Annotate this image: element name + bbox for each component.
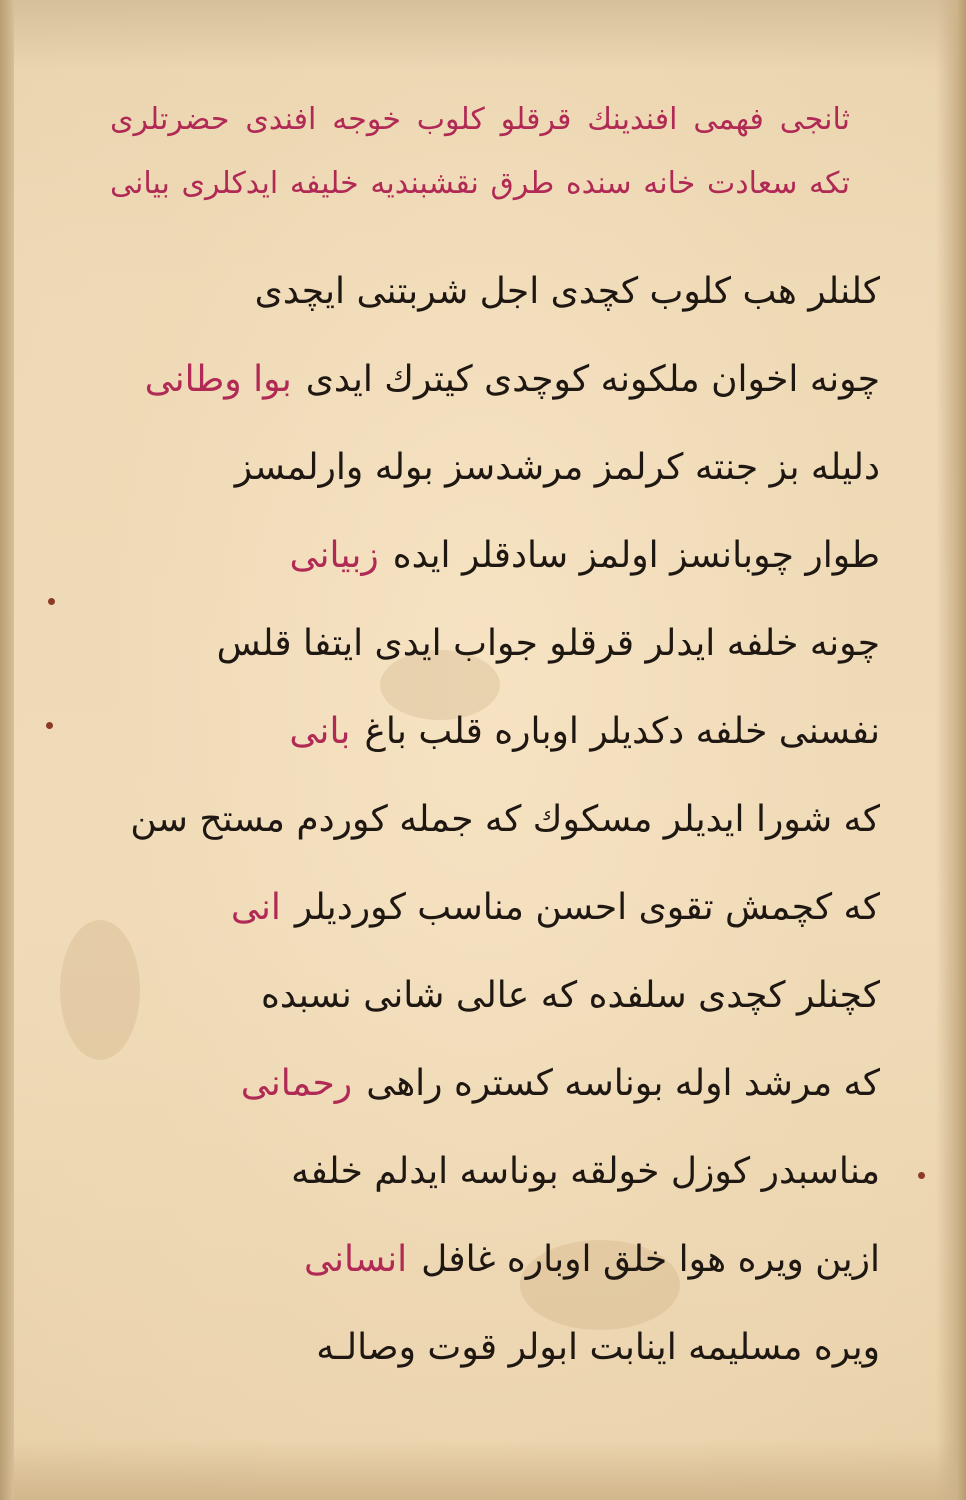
verse-line bbox=[110, 424, 880, 512]
verse-line bbox=[110, 248, 880, 336]
verse-block bbox=[110, 248, 880, 1392]
verse-rubric: بوا وطانی bbox=[144, 359, 292, 400]
verse-line bbox=[110, 336, 880, 424]
heading-line-2: تكه سعادت خانه سنده طرق نقشبندیه خلیفه ایدكلری بیانی bbox=[110, 166, 850, 201]
verse-text: طوار چوبانسز اولمز سادقلر ایده bbox=[392, 535, 880, 576]
verse-rubric: زبیانی bbox=[289, 535, 379, 576]
verse-text: دلیله بز جنته كرلمز مرشدسز بوله وارلمسز bbox=[234, 447, 880, 488]
page-edge-left bbox=[0, 0, 14, 1500]
page-edge-right bbox=[936, 0, 966, 1500]
verse-text: كه شورا ایدیلر مسكوك كه جمله كوردم مستح سن bbox=[130, 799, 880, 840]
verse-text: ازین ویره هوا خلق اوباره غافل bbox=[421, 1239, 880, 1280]
verse-text: كه كچمش تقوی احسن مناسب كوردیلر bbox=[294, 887, 880, 928]
verse-line bbox=[110, 600, 880, 688]
verse-rubric: رحمانی bbox=[240, 1063, 353, 1104]
verse-line bbox=[110, 512, 880, 600]
verse-line bbox=[110, 1216, 880, 1304]
verse-text: نفسنی خلفه دكدیلر اوباره قلب باغ bbox=[364, 711, 880, 752]
verse-line bbox=[110, 1128, 880, 1216]
verse-line bbox=[110, 952, 880, 1040]
verse-text: كلنلر هب كلوب كچدی اجل شربتنی ایچدی bbox=[254, 271, 880, 312]
heading-line-1: ثانجی فهمی افندینك قرقلو كلوب خوجه افندی حضرتلری bbox=[110, 102, 850, 137]
verse-text: مناسبدر كوزل خولقه بوناسه ایدلم خلفه bbox=[291, 1151, 880, 1192]
ink-dot bbox=[48, 598, 55, 605]
verse-line bbox=[110, 864, 880, 952]
page-edge-bottom bbox=[0, 1440, 966, 1500]
verse-text: كچنلر كچدی سلفده كه عالی شانی نسبده bbox=[261, 975, 880, 1016]
verse-line bbox=[110, 1040, 880, 1128]
rubric-heading bbox=[110, 88, 850, 216]
verse-rubric: انی bbox=[230, 887, 281, 928]
verse-text: چونه اخوان ملكونه كوچدی كیترك ایدی bbox=[305, 359, 880, 400]
verse-text: چونه خلفه ایدلر قرقلو جواب ایدی ایتفا قلس bbox=[216, 623, 880, 664]
ink-dot bbox=[46, 722, 53, 729]
verse-rubric: انسانی bbox=[304, 1239, 408, 1280]
verse-line bbox=[110, 688, 880, 776]
page-edge-top bbox=[0, 0, 966, 70]
verse-text: ویره مسلیمه اینابت ابولر قوت وصالـه bbox=[316, 1327, 880, 1368]
ink-dot bbox=[918, 1172, 925, 1179]
verse-rubric: بانی bbox=[289, 711, 351, 752]
verse-text: كه مرشد اوله بوناسه كستره راهی bbox=[366, 1063, 880, 1104]
verse-line bbox=[110, 1304, 880, 1392]
verse-line bbox=[110, 776, 880, 864]
